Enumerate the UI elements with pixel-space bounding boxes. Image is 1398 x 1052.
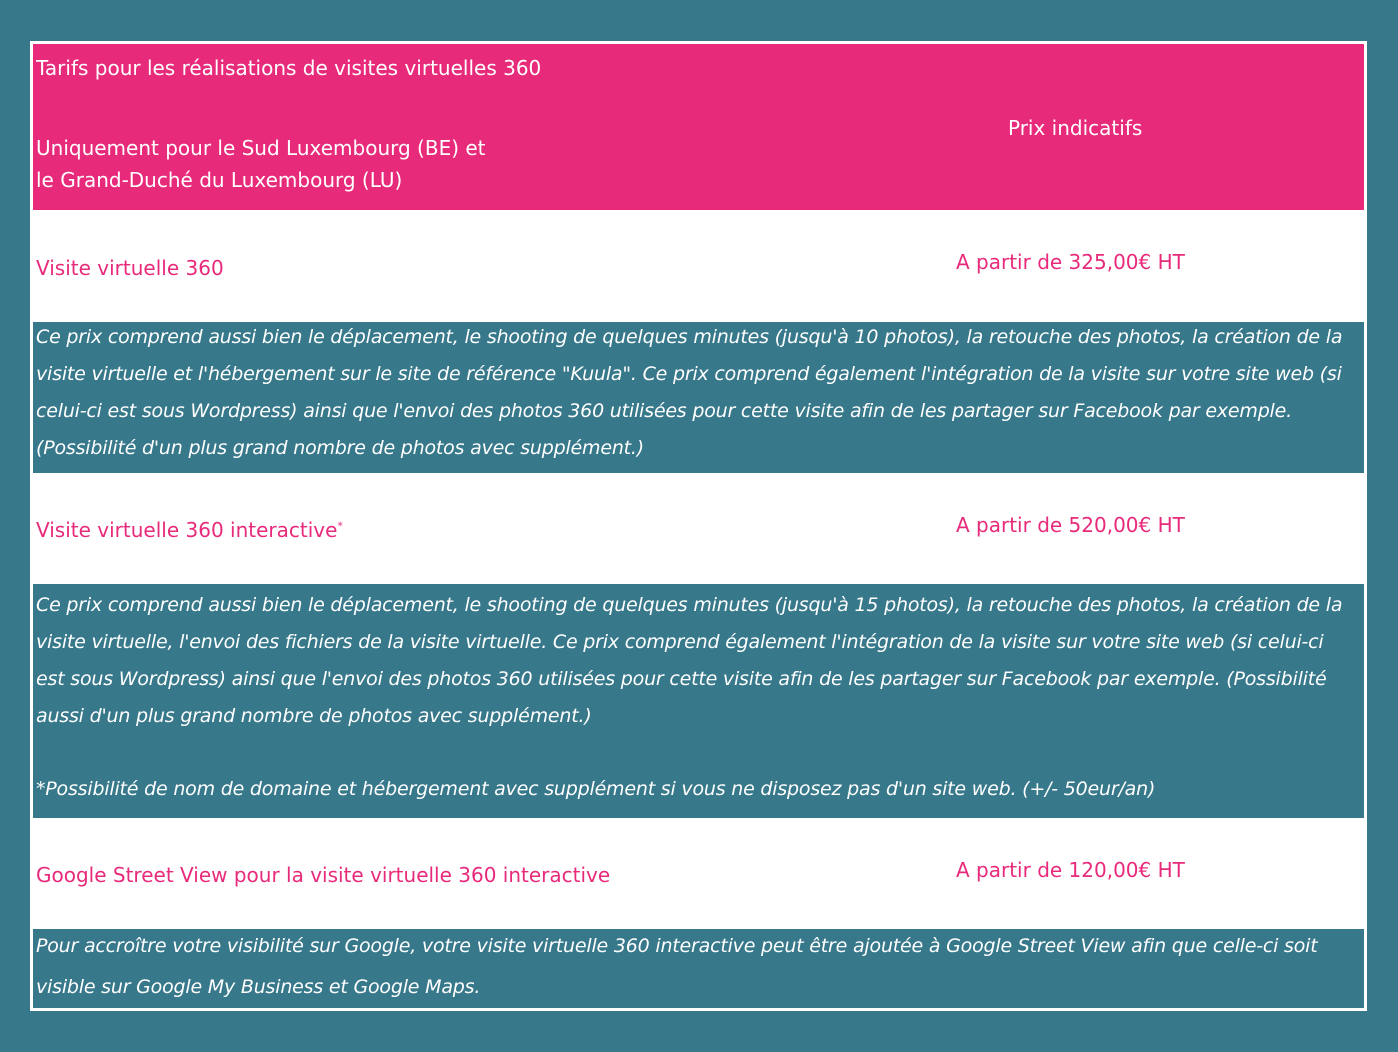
description-text: Pour accroître votre visibilité sur Google, votre visite virtuelle 360 interactive peut être ajoutée à Google Street View afin que celle-ci soit visible sur Google My Business et Google Maps.: [36, 935, 1318, 998]
service-row-visite-360: [33, 210, 1364, 322]
table-header: [33, 44, 1364, 210]
service-name: Google Street View pour la visite virtuelle 360 interactive: [36, 863, 611, 887]
service-row-visite-360-interactive: [33, 473, 1364, 584]
pricing-table: [30, 41, 1367, 1011]
service-name-text: Visite virtuelle 360 interactive: [36, 518, 338, 542]
description-text: Ce prix comprend aussi bien le déplacement, le shooting de quelques minutes (jusqu'à 15 photos), la retouche des photos, la création de la visite virtuelle, l'envoi des fichiers de la visite virtuelle. Ce prix comprend également l'intégration de la visite sur votre site web (si celui-ci est sous Wordpress) ainsi que l'envoi des photos 360 utilisées pour cette visite afin de les partager sur Facebook par exemple. (Possibilité aussi d'un plus grand nombre de photos avec supplément.): [36, 594, 1343, 727]
service-description-visite-360-interactive: [33, 584, 1364, 818]
price-column-heading: Prix indicatifs: [1008, 116, 1143, 140]
footnote-text: *Possibilité de nom de domaine et hébergement avec supplément si vous ne disposez pas d'un site web. (+/- 50eur/an): [36, 778, 1156, 800]
service-row-google-street-view: [33, 818, 1364, 929]
service-name: Visite virtuelle 360: [36, 256, 224, 280]
service-price: A partir de 520,00€ HT: [956, 513, 1185, 537]
service-name: [36, 518, 343, 542]
service-description-visite-360: [33, 322, 1364, 473]
service-description-google-street-view: [33, 929, 1364, 1008]
region-note: Uniquement pour le Sud Luxembourg (BE) et le Grand-Duché du Luxembourg (LU): [36, 136, 486, 192]
service-price: A partir de 325,00€ HT: [956, 250, 1185, 274]
service-price: A partir de 120,00€ HT: [956, 858, 1185, 882]
table-title: Tarifs pour les réalisations de visites virtuelles 360: [36, 56, 542, 80]
footnote-mark: *: [337, 519, 343, 533]
description-text: Ce prix comprend aussi bien le déplacement, le shooting de quelques minutes (jusqu'à 10 photos), la retouche des photos, la création de la visite virtuelle et l'hébergement sur le site de référence "Kuula". Ce prix comprend également l'intégration de la visite sur votre site web (si celui-ci est sous Wordpress) ainsi que l'envoi des photos 360 utilisées pour cette visite afin de les partager sur Facebook par exemple. (Possibilité d'un plus grand nombre de photos avec supplément.): [36, 326, 1343, 459]
